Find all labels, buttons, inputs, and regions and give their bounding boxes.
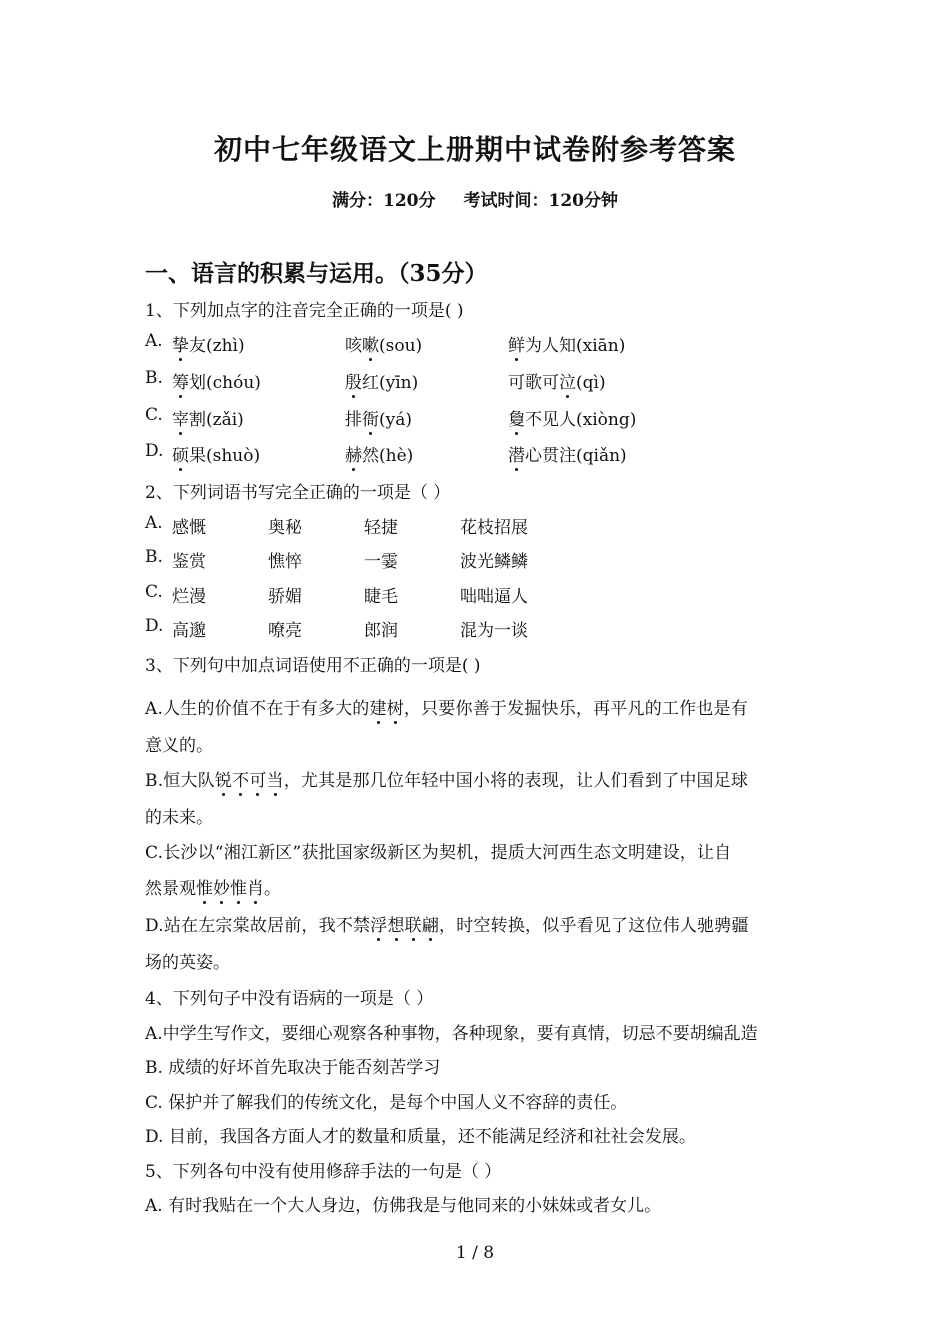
question-4-option-c: C. 保护并了解我们的传统文化，是每个中国人义不容辞的责任。 xyxy=(145,1093,628,1113)
question-3-option-c-cont: 然景观惟妙惟肖。 xyxy=(145,874,281,899)
question-3-stem: 3、下列句中加点词语使用不正确的一项是( ) xyxy=(145,656,481,676)
dotted-char: 潜 xyxy=(508,441,525,466)
full-score: 满分：120分 xyxy=(332,191,436,211)
question-4-option-a: A.中学生写作文，要细心观察各种事物，各种现象，要有真情，切忌不要胡编乱造 xyxy=(145,1024,758,1044)
dotted-char: 翩 xyxy=(422,911,439,936)
question-3-option-d-cont: 场的英姿。 xyxy=(145,953,230,973)
dotted-char: 树 xyxy=(387,694,404,719)
question-5-option-a: A. 有时我贴在一个大人身边，仿佛我是与他同来的小妹妹或者女儿。 xyxy=(145,1196,662,1216)
dotted-char: 泣 xyxy=(559,368,576,393)
dotted-char: 敻 xyxy=(508,405,525,430)
dotted-char: 浮 xyxy=(370,911,387,936)
dotted-char: 筹 xyxy=(172,368,189,393)
document-page: 初中七年级语文上册期中试卷附参考答案 满分：120分 考试时间：120分钟 一、语言的积累与运用。（35分） 1、下列加点字的注音完全正确的一项是( ) A. 挚友(zhì) 咳嗽(sou) 鲜为人知(xiān) B. 筹划(chóu) 殷红(yīn) 可歌可泣(qì) C. 宰割(zǎi) 排衙(yá) 敻不见人(xiòng) D. 硕果(shuò) 赫然(hè) 潜心贯注(qiǎn) 2、下列词语书写完全正确的一项是（ ） A. 感慨 奥秘 轻捷 花枝招展 B. 鉴赏 憔悴 一霎 波光鳞鳞 C. 烂漫 骄媚 睫毛 咄咄逼人 D. 高邈 嘹亮 郎润 混为一谈 3、下列句中加点词语使用不正确的一项是( ) A.人生的价值不在于有多大的建树，只要你善于发掘快乐，再平凡的工作也是有 意义的。 B.恒大队锐不可当，尤其是那几位年轻中国小将的表现，让人们看到了中国足球 的未来。 C.长沙以“湘江新区”获批国家级新区为契机，提质大河西生态文明建设，让自 然景观惟妙惟肖。 D.站在左宗棠故居前，我不禁浮想联翩，时空转换，似乎看见了这位伟人驰骋疆 场的英姿。 4、下列句子中没有语病的一项是（ ） A.中学生写作文，要细心观察各种事物，各种现象，要有真情，切忌不要胡编乱造 B. 成绩的好坏首先取决于能否刻苦学习 C. 保护并了解我们的传统文化，是每个中国人义不容辞的责任。 D. 目前，我国各方面人才的数量和质量，还不能满足经济和社社会发展。 5、下列各句中没有使用修辞手法的一句是（ ） A. 有时我贴在一个大人身边，仿佛我是与他同来的小妹妹或者女儿。 1 / 8 xyxy=(0,0,950,1344)
dotted-char: 宰 xyxy=(172,405,189,430)
question-4-option-b: B. 成绩的好坏首先取决于能否刻苦学习 xyxy=(145,1058,441,1078)
dotted-char: 惟 xyxy=(230,874,247,899)
dotted-char: 赫 xyxy=(345,441,362,466)
question-4-stem: 4、下列句子中没有语病的一项是（ ） xyxy=(145,989,434,1009)
dotted-char: 挚 xyxy=(172,331,189,356)
dotted-char: 当 xyxy=(267,766,284,791)
question-3-option-a: A.人生的价值不在于有多大的建树，只要你善于发掘快乐，再平凡的工作也是有 xyxy=(145,694,748,719)
question-2-stem: 2、下列词语书写完全正确的一项是（ ） xyxy=(145,483,451,503)
question-5-stem: 5、下列各句中没有使用修辞手法的一句是（ ） xyxy=(145,1162,502,1182)
dotted-char: 锐 xyxy=(215,766,232,791)
question-3-option-d: D.站在左宗棠故居前，我不禁浮想联翩，时空转换，似乎看见了这位伟人驰骋疆 xyxy=(145,911,749,936)
document-title: 初中七年级语文上册期中试卷附参考答案 xyxy=(213,133,736,166)
dotted-char: 殷 xyxy=(345,368,362,393)
question-3-option-c: C.长沙以“湘江新区”获批国家级新区为契机，提质大河西生态文明建设，让自 xyxy=(145,843,732,863)
page-number: 1 / 8 xyxy=(455,1243,495,1263)
dotted-char: 衙 xyxy=(362,405,379,430)
question-4-option-d: D. 目前，我国各方面人才的数量和质量，还不能满足经济和社社会发展。 xyxy=(145,1127,696,1147)
dotted-char: 不 xyxy=(232,766,249,791)
dotted-char: 嗽 xyxy=(362,331,379,356)
question-3-option-b-cont: 的未来。 xyxy=(145,808,213,828)
question-1-stem: 1、下列加点字的注音完全正确的一项是( ) xyxy=(145,301,464,321)
exam-time: 考试时间：120分钟 xyxy=(463,191,618,211)
exam-info xyxy=(0,186,950,211)
dotted-char: 鲜 xyxy=(508,331,525,356)
dotted-char: 妙 xyxy=(213,874,230,899)
dotted-char: 联 xyxy=(405,911,422,936)
question-3-option-a-cont: 意义的。 xyxy=(145,736,213,756)
dotted-char: 硕 xyxy=(172,441,189,466)
dotted-char: 肖 xyxy=(247,874,264,899)
question-3-option-b: B.恒大队锐不可当，尤其是那几位年轻中国小将的表现，让人们看到了中国足球 xyxy=(145,766,748,791)
section-heading: 一、语言的积累与运用。（35分） xyxy=(145,260,488,287)
dotted-char: 惟 xyxy=(196,874,213,899)
dotted-char: 可 xyxy=(249,766,266,791)
dotted-char: 想 xyxy=(387,911,404,936)
dotted-char: 建 xyxy=(369,694,386,719)
